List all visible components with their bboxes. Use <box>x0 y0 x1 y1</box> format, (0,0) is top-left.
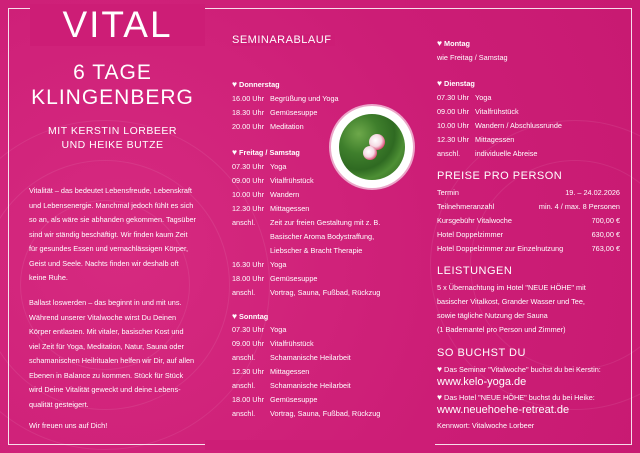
price-row <box>437 202 620 211</box>
schedule-time: anschl. <box>232 218 256 227</box>
price-row <box>437 244 620 253</box>
schedule-text: Vitalfrühstück <box>475 107 519 116</box>
price-label: Teilnehmeranzahl <box>437 202 495 211</box>
schedule-row <box>232 190 299 199</box>
services-line: 5 x Übernachtung im Hotel "NEUE HÖHE" mit <box>437 283 586 292</box>
schedule-time: 12.30 Uhr <box>232 204 265 213</box>
schedule-text: Basischer Aroma Bodystraffung, <box>270 232 375 241</box>
booking-text: Das Seminar "Vitalwoche" buchst du bei Kerstin: <box>444 365 601 374</box>
intro-paragraph <box>29 184 204 286</box>
schedule-row <box>437 135 514 144</box>
services-line: sowie tägliche Nutzung der Sauna <box>437 311 548 320</box>
day-heading-monday <box>437 38 470 48</box>
hosts <box>20 124 205 152</box>
schedule-text: Meditation <box>270 122 304 131</box>
schedule-time: anschl. <box>232 409 256 418</box>
price-row <box>437 230 620 239</box>
schedule-row <box>232 246 362 255</box>
schedule-time: 07.30 Uhr <box>232 325 265 334</box>
closing-line: Wir freuen uns auf Dich! <box>29 421 108 430</box>
text-line: schamanischen Heilritualen helfen wir Dir, auf allen <box>29 356 195 365</box>
schedule-text: Mittagessen <box>270 367 310 376</box>
schedule-row <box>232 218 380 227</box>
text-line: qualität gesteigert. <box>29 399 89 409</box>
schedule-time: anschl. <box>232 353 256 362</box>
schedule-row <box>437 107 519 116</box>
day-heading-tuesday <box>437 78 475 88</box>
radish <box>363 146 377 160</box>
schedule-text: Mittagessen <box>475 135 515 144</box>
schedule-text: Vortrag, Sauna, Fußbad, Rückzug <box>270 409 381 418</box>
schedule-time <box>232 232 270 241</box>
schedule-time: 09.00 Uhr <box>232 339 265 348</box>
text-line: Ebenen in Balance zu kommen. Stück für Stück <box>29 370 184 380</box>
heart-icon: ♥ <box>437 78 443 88</box>
text-line: und Lebensenergie. Manchmal jedoch fühlt es sich <box>29 200 194 210</box>
heart-icon: ♥ <box>232 311 238 321</box>
text-line: wird Deine Vitalität geweckt und deine Lebens- <box>29 385 181 394</box>
schedule-row <box>232 381 351 390</box>
schedule-time: 12.30 Uhr <box>437 135 470 144</box>
schedule-text: Wandern / Abschlussrunde <box>475 121 562 130</box>
schedule-text: Zeit zur freien Gestaltung mit z. B. <box>270 218 381 227</box>
schedule-time: 16.30 Uhr <box>232 260 265 269</box>
schedule-text: Mittagessen <box>270 204 310 213</box>
schedule-time: 16.00 Uhr <box>232 94 265 103</box>
schedule-time: 18.00 Uhr <box>232 395 265 404</box>
services-line: basischer Vitalkost, Grander Wasser und Tee, <box>437 297 585 306</box>
price-value: min. 4 / max. 8 Personen <box>538 202 620 211</box>
heart-icon: ♥ <box>437 38 443 48</box>
schedule-text: Vitalfrühstück <box>270 339 314 348</box>
prices-heading: PREISE PRO PERSON <box>437 170 563 182</box>
schedule-text: Schamanische Heilarbeit <box>270 353 351 362</box>
text-line: sind wir ständig beschäftigt. Wir finden kaum Zeit <box>29 229 188 239</box>
price-label: Termin <box>437 188 459 197</box>
schedule-row <box>232 108 317 117</box>
schedule-text: Begrüßung und Yoga <box>270 94 339 103</box>
schedule-time: 10.00 Uhr <box>232 190 265 199</box>
schedule-text: Liebscher & Bracht Therapie <box>270 246 363 255</box>
schedule-text: Gemüsesuppe <box>270 274 318 283</box>
schedule-row <box>232 395 317 404</box>
schedule-row <box>232 367 309 376</box>
second-paragraph <box>29 296 204 412</box>
services-heading: LEISTUNGEN <box>437 265 513 277</box>
schedule-time: 07.30 Uhr <box>232 162 265 171</box>
text-line: für gesundes Essen und vernachlässigen Körper, <box>29 244 189 253</box>
price-row <box>437 216 620 225</box>
schedule-text: Yoga <box>270 260 287 269</box>
booking-line <box>437 392 595 402</box>
price-value: 19. – 24.02.2026 <box>565 188 620 197</box>
heart-icon: ♥ <box>437 392 443 402</box>
day-label: Montag <box>444 39 470 48</box>
schedule-text: Wandern <box>270 190 300 199</box>
day-heading-thursday <box>232 79 280 89</box>
schedule-time: 18.00 Uhr <box>232 274 265 283</box>
heart-icon: ♥ <box>437 364 443 374</box>
subtitle <box>20 60 205 110</box>
schedule-text: Schamanische Heilarbeit <box>270 381 351 390</box>
salad-bowl-image <box>331 106 413 188</box>
keyword-text: Kennwort: Vitalwoche Lorbeer <box>437 421 535 430</box>
day-label: Sonntag <box>239 312 269 321</box>
booking-line <box>437 364 601 374</box>
booking-text: Das Hotel "NEUE HÖHE" buchst du bei Heike: <box>444 393 595 402</box>
schedule-time <box>232 246 270 255</box>
price-label: Hotel Doppelzimmer zur Einzelnutzung <box>437 244 564 253</box>
schedule-row <box>232 162 286 171</box>
text-line: Geist und Seele. Nachts finden wir deshalb oft <box>29 258 179 268</box>
schedule-time: anschl. <box>232 288 256 297</box>
schedule-time: 18.30 Uhr <box>232 108 265 117</box>
kelo-yoga-link[interactable]: www.kelo-yoga.de <box>437 376 527 388</box>
schedule-row <box>232 288 380 297</box>
price-value: 630,00 € <box>591 230 620 239</box>
text-line: so an, als wäre sie abhanden gekommen. Tagsüber <box>29 215 196 224</box>
text-line: Ballast loswerden – das beginnt in und mit uns. <box>29 298 182 307</box>
schedule-time: 20.00 Uhr <box>232 122 265 131</box>
schedule-row <box>232 204 309 213</box>
heart-icon: ♥ <box>232 79 238 89</box>
schedule-row <box>232 176 314 185</box>
schedule-row <box>232 339 314 348</box>
subtitle-line: 6 TAGE <box>73 61 152 84</box>
schedule-text: Vitalfrühstück <box>270 176 314 185</box>
schedule-text: Yoga <box>475 93 492 102</box>
text-line: Körper entlasten. Mit vitaler, basischer Kost und <box>29 327 184 336</box>
schedule-time: 10.00 Uhr <box>437 121 470 130</box>
schedule-text: Gemüsesuppe <box>270 395 318 404</box>
schedule-time: anschl. <box>437 149 461 158</box>
booking-heading: SO BUCHST DU <box>437 347 526 359</box>
text-line: Vitalität – das bedeutet Lebensfreude, Lebenskraft <box>29 186 192 195</box>
schedule-text: Vortrag, Sauna, Fußbad, Rückzug <box>270 288 381 297</box>
day-label: Dienstag <box>444 79 475 88</box>
day-label: Donnerstag <box>239 80 280 89</box>
monday-text: wie Freitag / Samstag <box>437 53 508 62</box>
price-row <box>437 188 620 197</box>
hosts-line: MIT KERSTIN LORBEER <box>48 125 177 137</box>
text-line: Während unserer Vitalwoche wirst Du Deinen <box>29 312 177 322</box>
day-heading-friday-saturday <box>232 147 300 157</box>
schedule-row <box>232 260 286 269</box>
services-line: (1 Bademantel pro Person und Zimmer) <box>437 325 566 334</box>
price-value: 763,00 € <box>591 244 620 253</box>
day-heading-sunday <box>232 311 268 321</box>
page-title: VITAL <box>30 4 205 46</box>
schedule-text: Gemüsesuppe <box>270 108 318 117</box>
schedule-time: 09.00 Uhr <box>232 176 265 185</box>
schedule-row <box>232 353 351 362</box>
schedule-time: anschl. <box>232 381 256 390</box>
frame-gap <box>205 440 435 450</box>
day-label: Freitag / Samstag <box>239 148 300 157</box>
schedule-row <box>232 274 317 283</box>
schedule-heading: SEMINARABLAUF <box>232 34 335 46</box>
schedule-row <box>437 149 537 158</box>
price-label: Kursgebühr Vitalwoche <box>437 216 512 225</box>
text-line: keine Ruhe. <box>29 273 68 282</box>
schedule-row <box>437 93 491 102</box>
price-value: 700,00 € <box>591 216 620 225</box>
schedule-time: 07.30 Uhr <box>437 93 470 102</box>
hosts-line: UND HEIKE BUTZE <box>61 139 164 151</box>
schedule-time: 09.00 Uhr <box>437 107 470 116</box>
schedule-text: Yoga <box>270 325 287 334</box>
schedule-row <box>232 122 304 131</box>
schedule-row <box>437 121 562 130</box>
subtitle-line: KLINGENBERG <box>31 86 194 109</box>
heart-icon: ♥ <box>232 147 238 157</box>
schedule-text: Yoga <box>270 162 287 171</box>
schedule-text: individuelle Abreise <box>475 149 538 158</box>
schedule-row <box>232 409 380 418</box>
text-line: viel Zeit für Yoga, Meditation, Natur, Sauna oder <box>29 341 184 351</box>
neuehoehe-link[interactable]: www.neuehoehe-retreat.de <box>437 404 570 416</box>
schedule-row <box>232 325 286 334</box>
schedule-row <box>232 94 339 103</box>
schedule-time: 12.30 Uhr <box>232 367 265 376</box>
schedule-row <box>232 232 374 241</box>
price-label: Hotel Doppelzimmer <box>437 230 504 239</box>
